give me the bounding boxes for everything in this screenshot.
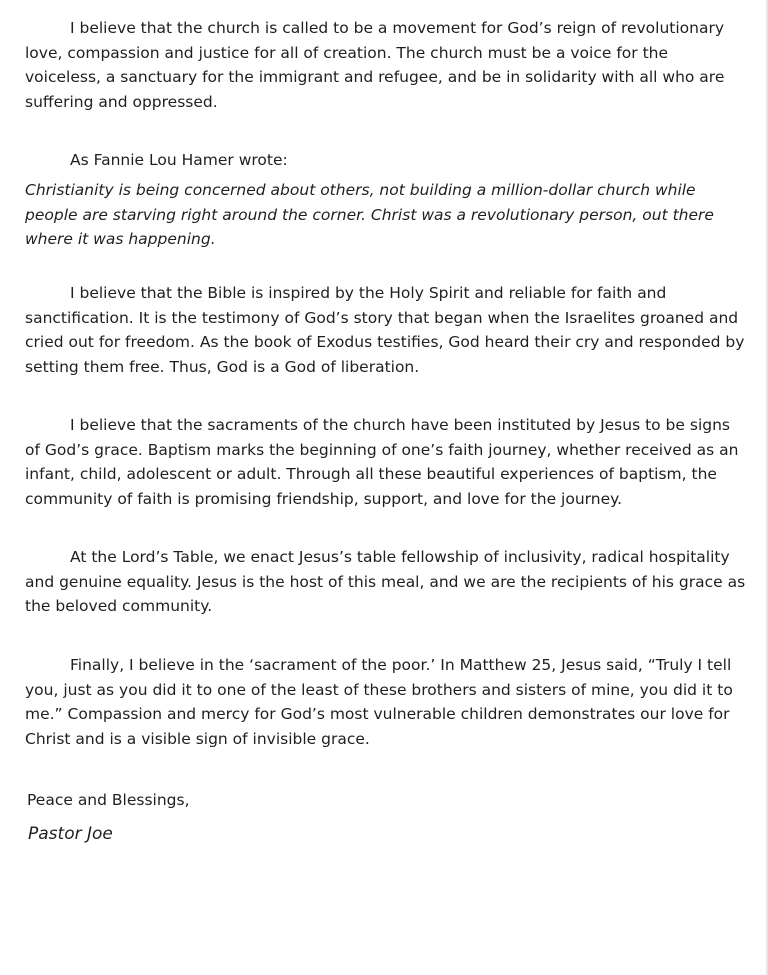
paragraph-church-mission: I believe that the church is called to be a movement for God’s reign of revolutionary love, compassion and justice for all of creation. The church must be a voice for the voiceless, a sanctuary for the immigrant and refugee, and be in solidarity with all who are suffering and oppressed. bbox=[25, 19, 725, 111]
closing-salutation: Peace and Blessings, bbox=[27, 791, 190, 809]
signature: Pastor Joe bbox=[28, 824, 113, 844]
fannie-lou-hamer-quote: Christianity is being concerned about others, not building a million-dollar church while people are starving right around the corner. Christ was a revolutionary person, out there where it was happening. bbox=[25, 181, 714, 249]
paragraph-sacrament-of-the-poor: Finally, I believe in the ‘sacrament of the poor.’ In Matthew 25, Jesus said, “Truly I tell you, just as you did it to one of the least of these brothers and sisters of mine, you did it to me.” Compassion and mercy for God’s most vulnerable children demonstrates our love for Christ and is a visible sign of invisible grace. bbox=[25, 656, 733, 748]
paragraph-lords-table: At the Lord’s Table, we enact Jesus’s table fellowship of inclusivity, radical hospitality and genuine equality. Jesus is the host of this meal, and we are the recipients of his grace as the beloved community. bbox=[25, 548, 746, 616]
quote-introduction: As Fannie Lou Hamer wrote: bbox=[70, 151, 288, 169]
paragraph-bible: I believe that the Bible is inspired by the Holy Spirit and reliable for faith and sanctification. It is the testimony of God’s story that began when the Israelites groaned and cried out for freedom. As the book of Exodus testifies, God heard their cry and responded by setting them free. Thus, God is a God of liberation. bbox=[25, 284, 745, 376]
paragraph-sacraments: I believe that the sacraments of the church have been instituted by Jesus to be signs of God’s grace. Baptism marks the beginning of one’s faith journey, whether received as an infant, child, adolescent or adult. Through all these beautiful experiences of baptism, the community of faith is promising friendship, support, and love for the journey. bbox=[25, 416, 739, 508]
